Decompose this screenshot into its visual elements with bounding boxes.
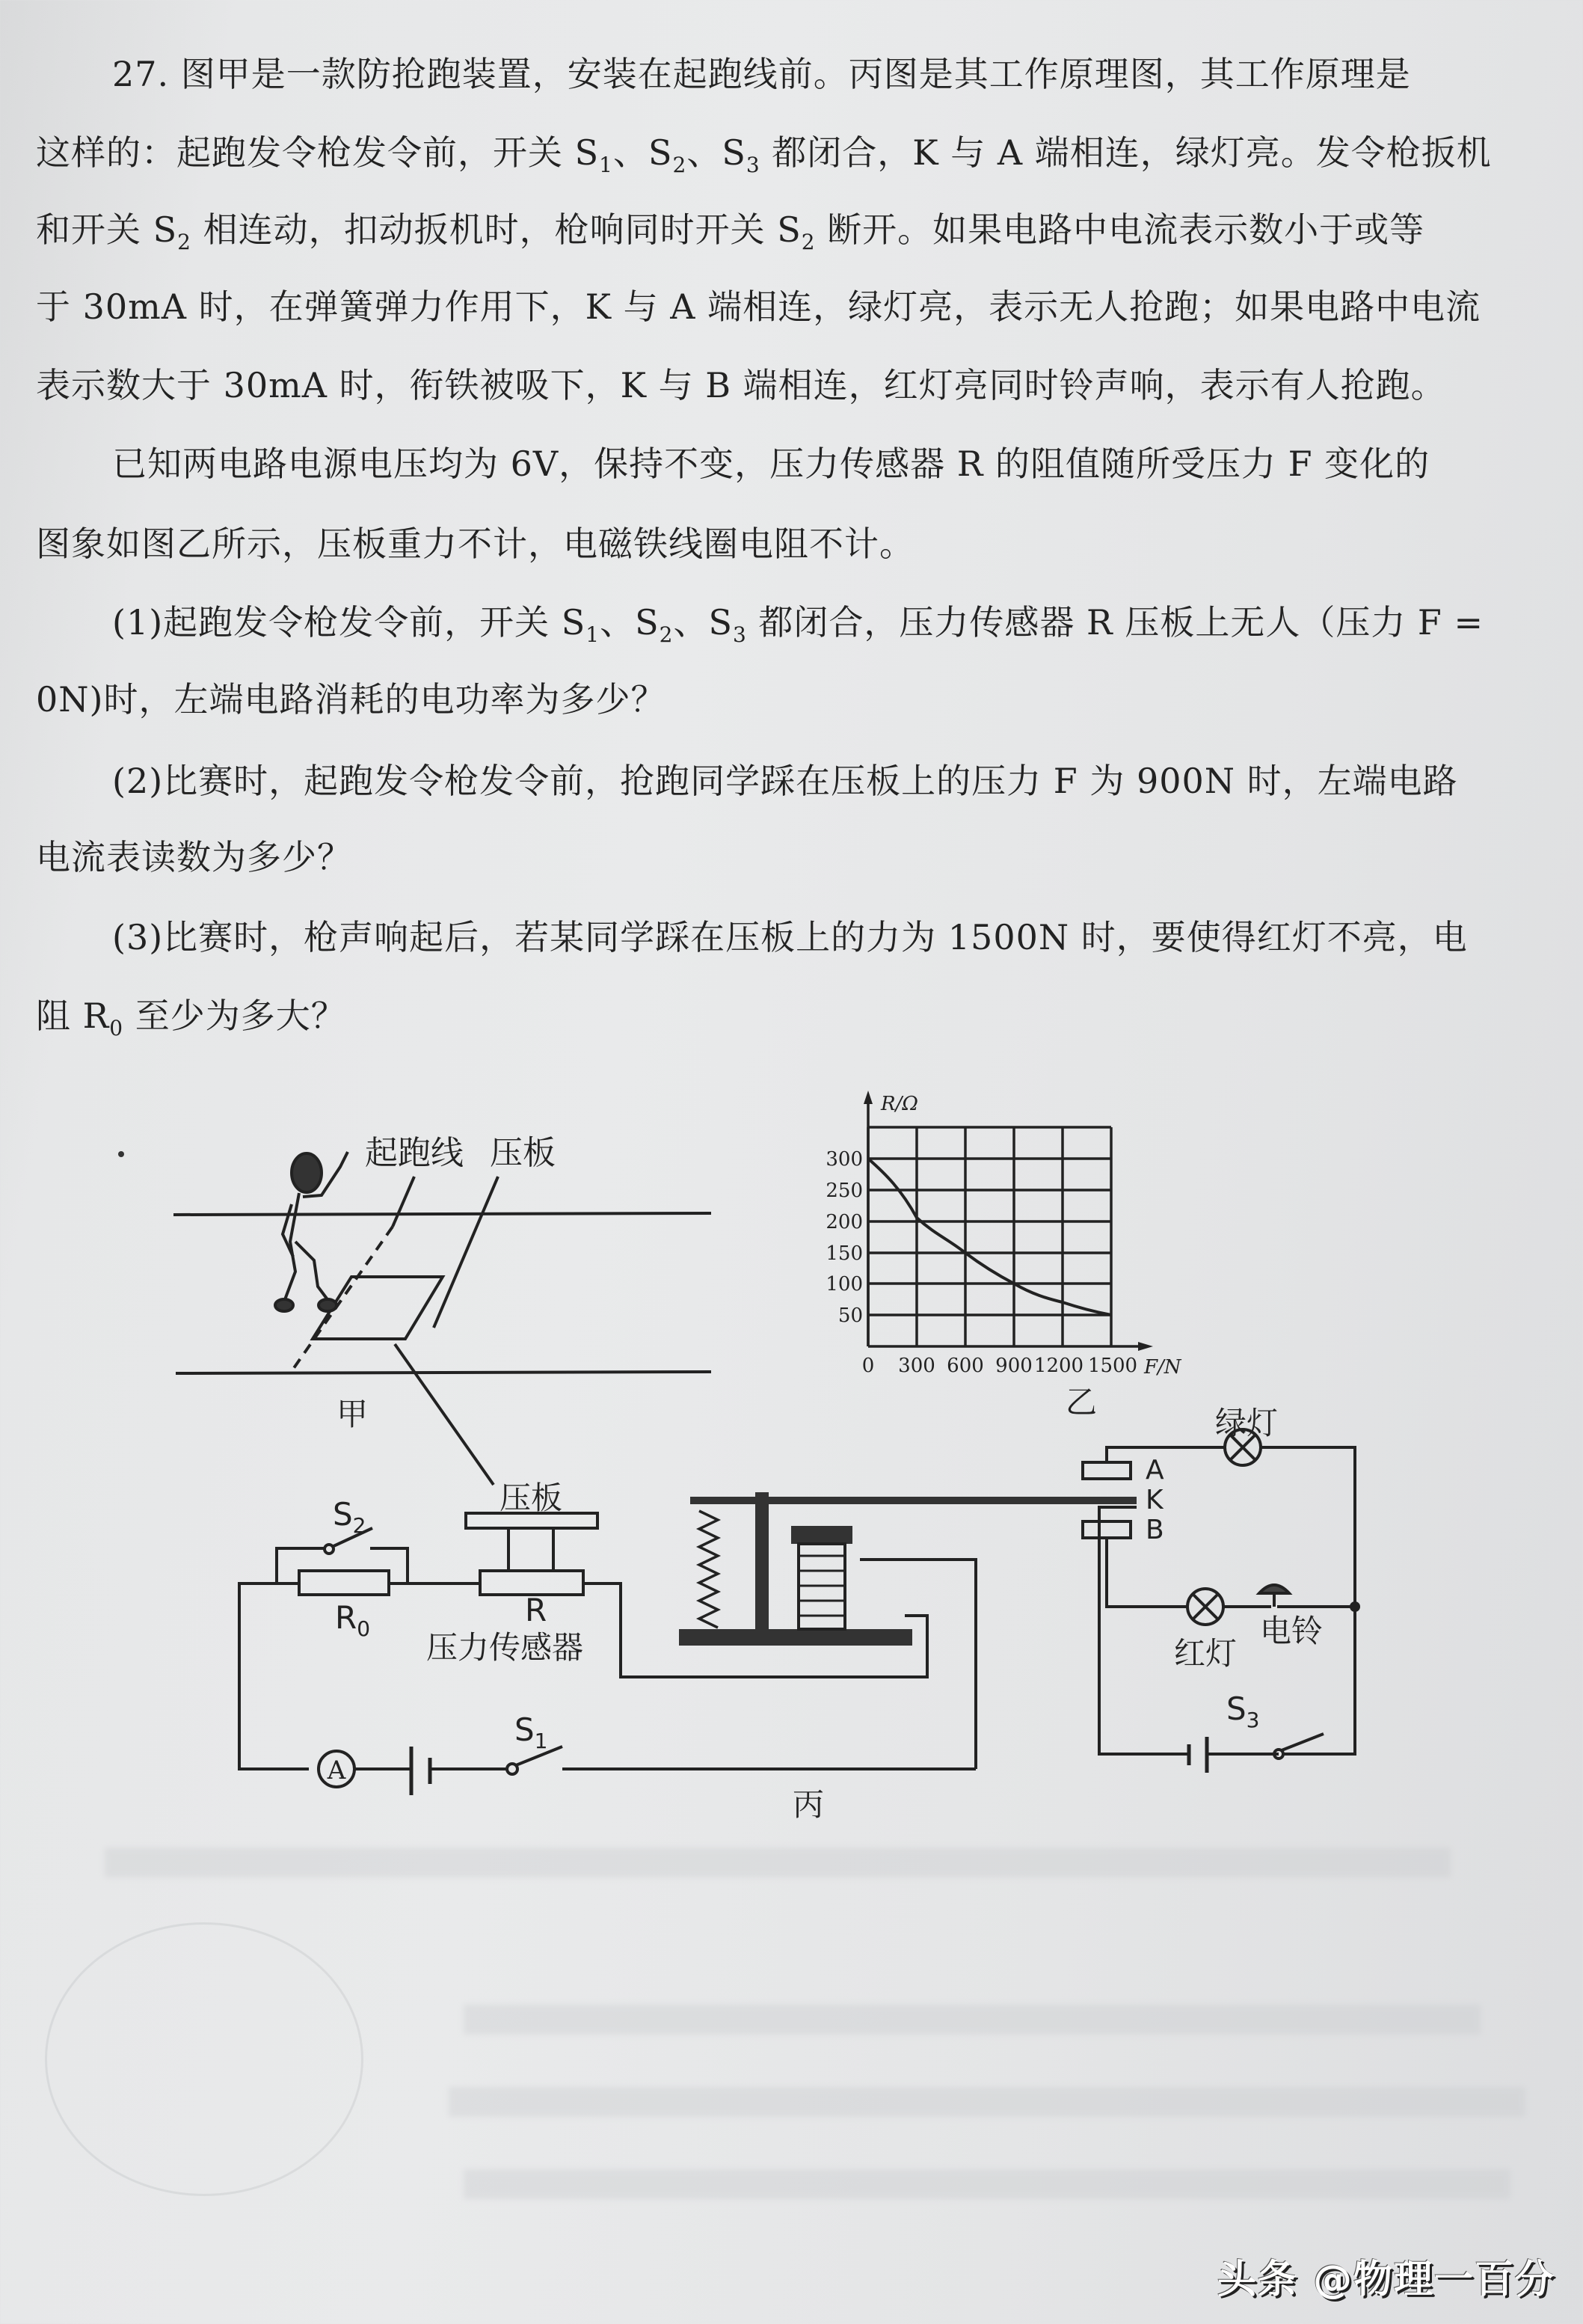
label-contact-a: A: [1146, 1455, 1164, 1486]
paragraph1-line3: 和开关 $S_2$ 相连动，扣动扳机时，枪响同时开关 $S_2$ 断开。如果电路中电流表示数小于或等: [36, 209, 1425, 254]
svg-text:0: 0: [861, 1355, 875, 1377]
question2-line1: (2)比赛时，起跑发令枪发令前，抢跑同学踩在压板上的压力 F 为 900N 时，左端电路: [112, 761, 1458, 801]
question3-line1: (3)比赛时，枪声响起后，若某同学踩在压板上的力为 1500N 时，要使得红灯不亮，电: [112, 917, 1468, 957]
y-axis-label: R/Ω: [881, 1093, 918, 1115]
contact-b: [1083, 1521, 1131, 1538]
svg-text:600: 600: [947, 1355, 984, 1377]
svg-text:300: 300: [898, 1355, 935, 1377]
label-s3: $S_3$: [1226, 1690, 1260, 1732]
paragraph1-line2: 这样的：起跑发令枪发令前，开关 $S_1$、$S_2$、$S_3$ 都闭合，K 与 A 端相连，绿灯亮。发令枪扳机: [36, 132, 1492, 177]
svg-text:100: 100: [826, 1273, 863, 1296]
label-contact-k: K: [1146, 1485, 1164, 1515]
label-r: R: [525, 1592, 547, 1628]
paragraph1-line1: 27. 图甲是一款防抢跑装置，安装在起跑线前。丙图是其工作原理图，其工作原理是: [112, 54, 1411, 94]
svg-text:1500: 1500: [1087, 1355, 1138, 1377]
question3-line2: 阻 $R_0$ 至少为多大？: [36, 996, 346, 1040]
caption-jia: 甲: [336, 1396, 369, 1432]
paragraph1-line4: 于 30mA 时，在弹簧弹力作用下，K 与 A 端相连，绿灯亮，表示无人抢跑；如果电路中电流: [36, 286, 1481, 327]
label-s1: $S_1$: [514, 1711, 548, 1753]
label-contact-b: B: [1146, 1515, 1164, 1545]
svg-text:200: 200: [826, 1211, 863, 1233]
question1-line2: 0N)时，左端电路消耗的电功率为多少？: [36, 679, 666, 720]
caption-bing: 丙: [793, 1786, 825, 1823]
svg-text:900: 900: [995, 1355, 1033, 1377]
paragraph1-line5: 表示数大于 30mA 时，衔铁被吸下，K 与 B 端相连，红灯亮同时铃声响，表示有人抢跑。: [36, 365, 1446, 405]
label-bell: 电铃: [1260, 1613, 1324, 1649]
label-pressure-sensor: 压力传感器: [426, 1629, 584, 1666]
question2-line2: 电流表读数为多少？: [36, 837, 352, 877]
label-s2: $S_2$: [333, 1496, 366, 1538]
svg-text:A: A: [327, 1756, 346, 1785]
label-plate-bing: 压板: [500, 1480, 563, 1516]
label-green-lamp: 绿灯: [1215, 1405, 1279, 1441]
label-r0: $R_0$: [335, 1599, 371, 1641]
question1-line1: (1)起跑发令枪发令前，开关 $S_1$、$S_2$、$S_3$ 都闭合，压力传感器 R 压板上无人（压力 F =: [112, 602, 1484, 647]
label-red-lamp: 红灯: [1174, 1635, 1238, 1672]
x-axis-label: F/N: [1144, 1356, 1181, 1379]
bleed-through: [0, 1833, 1583, 2207]
svg-text:250: 250: [826, 1180, 863, 1202]
label-start-line: 起跑线: [365, 1134, 464, 1172]
svg-text:1200: 1200: [1033, 1355, 1084, 1377]
caption-yi: 乙: [1066, 1384, 1098, 1420]
watermark: 头条 @物理一百分: [1217, 2257, 1556, 2302]
contact-a: [1083, 1462, 1131, 1479]
problem-number: 27.: [112, 54, 170, 94]
resistor-r0: [299, 1571, 389, 1595]
bell-icon: [1259, 1585, 1289, 1593]
paragraph2-line2: 图象如图乙所示，压板重力不计，电磁铁线圈电阻不计。: [36, 524, 915, 564]
svg-text:50: 50: [837, 1304, 863, 1327]
paragraph2-line1: 已知两电路电源电压均为 6V，保持不变，压力传感器 R 的阻值随所受压力 F 变化的: [112, 444, 1430, 484]
label-plate-jia: 压板: [490, 1134, 556, 1172]
svg-text:150: 150: [826, 1242, 863, 1265]
svg-text:300: 300: [826, 1148, 863, 1171]
